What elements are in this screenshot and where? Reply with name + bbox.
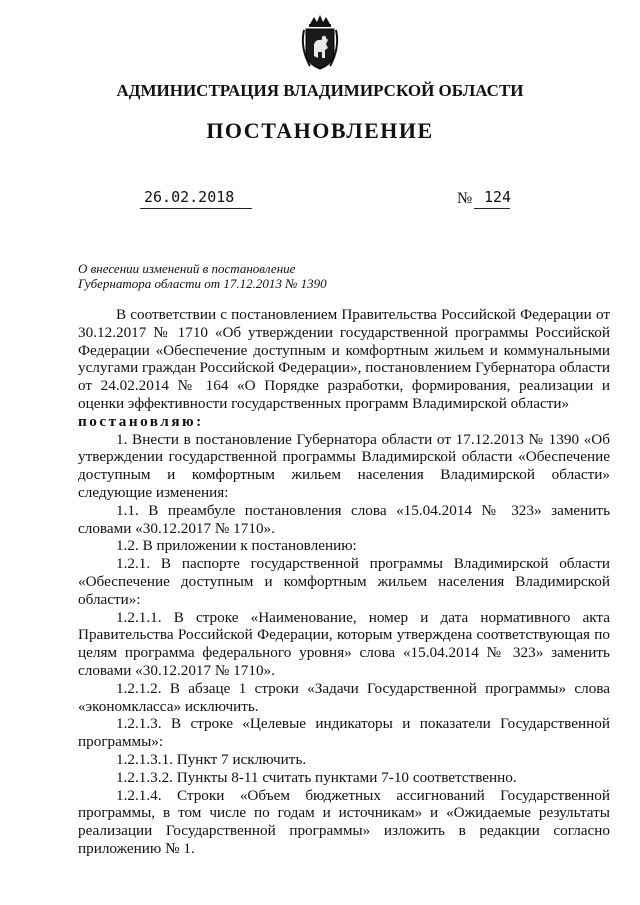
preamble-paragraph: В соответствии с постановлением Правительства Российской Федерации от 30.12.2017 № 1710 «Об утверждении государственной программы Российской Федерации «Обеспечение доступным и комфортным жильем и коммунальными услугами граждан Российской Федерации», постановлением Губернатора области от 24.02.2014 № 164 «О Порядке разработки, формирования, реализации и оценки эффективности государственных программ Владимирской области» — [78, 306, 610, 412]
clause-paragraph: 1.2.1.4. Строки «Объем бюджетных ассигнований Государственной программы, в том числе по годам и источникам» и «Ожидаемые результаты реализации Государственной программы» изложить в редакции согласно приложению № 1. — [78, 786, 610, 857]
clause-paragraph: 1.2.1.1. В строке «Наименование, номер и дата нормативного акта Правительства Российской Федерации, которым утверждена соответствующая по целям программа федерального уровня» слова «15.04.2014 № 323» заменить словами «30.12.2017 № 1710». — [78, 608, 610, 679]
decree-word: постановляю: — [78, 412, 204, 430]
clause-paragraph: 1.2.1.3.1. Пункт 7 исключить. — [116, 750, 307, 768]
clause-paragraph: 1. Внести в постановление Губернатора области от 17.12.2013 № 1390 «Об утверждении государственной программы Владимирской области «Обеспечение доступным и комфортным жильем населения Владимирской области» следующие изменения: — [78, 430, 610, 501]
clause-paragraph: 1.1. В преамбуле постановления слова «15.04.2014 № 323» заменить словами «30.12.2017 № 1710». — [78, 501, 610, 537]
subject-line: Губернатора области от 17.12.2013 № 1390 — [78, 276, 327, 291]
number-sign: № — [457, 190, 473, 207]
document-subject — [78, 261, 378, 291]
coat-of-arms-icon — [298, 14, 342, 70]
clause-paragraph: 1.2.1. В паспорте государственной программы Владимирской области «Обеспечение доступным и комфортным жильем населения Владимирской области»: — [78, 555, 610, 608]
clause-paragraph: 1.2. В приложении к постановлению: — [116, 537, 357, 555]
number-underline — [474, 208, 510, 209]
clause-paragraph: 1.2.1.3. В строке «Целевые индикаторы и показатели Государственной программы»: — [78, 715, 610, 751]
document-date: 26.02.2018 — [144, 188, 235, 206]
clause-paragraph: 1.2.1.2. В абзаце 1 строки «Задачи Государственной программы» слова «экономкласса» исключить. — [78, 679, 610, 715]
date-underline — [140, 208, 252, 209]
organization-title: АДМИНИСТРАЦИЯ ВЛАДИМИРСКОЙ ОБЛАСТИ — [116, 81, 524, 100]
document-number: 124 — [484, 188, 512, 206]
document-body — [78, 306, 610, 858]
clause-paragraph: 1.2.1.3.2. Пункты 8-11 считать пунктами 7-10 соответственно. — [116, 768, 517, 786]
subject-line: О внесении изменений в постановление — [78, 261, 296, 276]
document-type-title: ПОСТАНОВЛЕНИЕ — [206, 118, 434, 143]
